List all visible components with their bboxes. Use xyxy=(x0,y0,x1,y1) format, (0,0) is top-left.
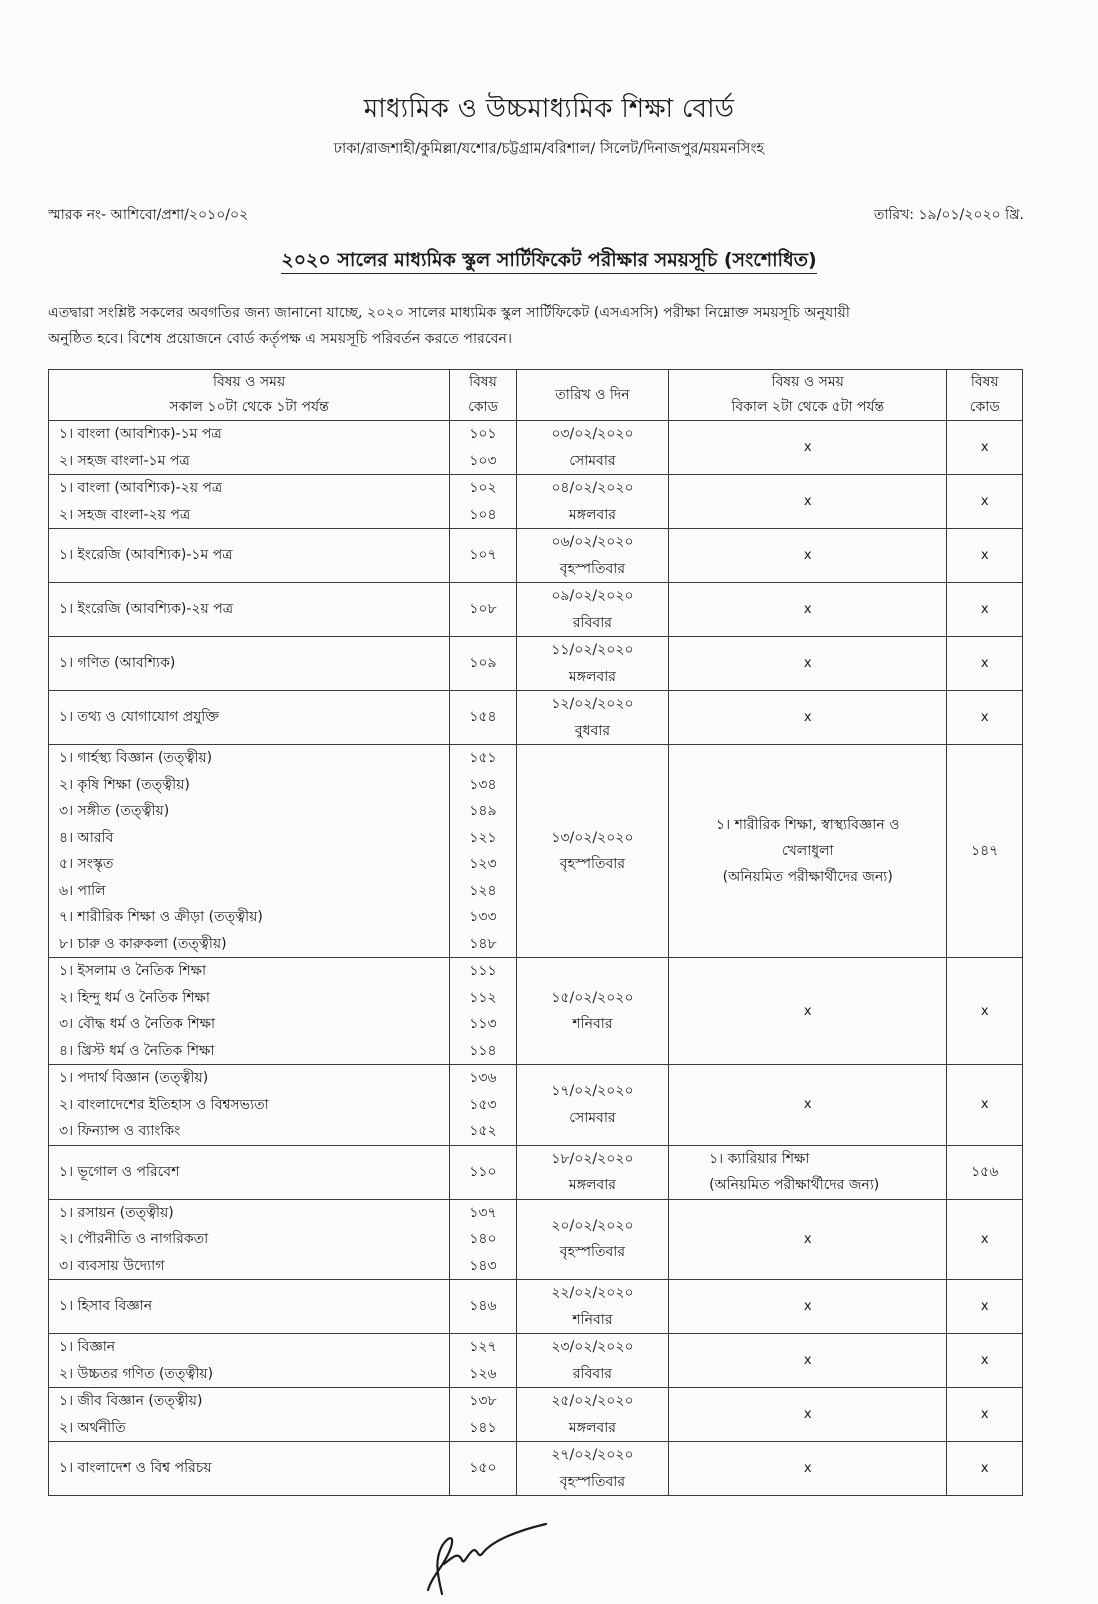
afternoon-subject-cell: x xyxy=(669,1442,947,1496)
subject-codes-cell xyxy=(450,1334,517,1388)
signature-icon xyxy=(420,1516,550,1604)
subject-code: ১৩৩ xyxy=(469,909,497,925)
exam-date: ০৬/০২/২০২০ xyxy=(551,534,634,550)
afternoon-code-cell: ১৪৭ xyxy=(947,745,1023,958)
subject-codes-cell xyxy=(450,475,517,529)
afternoon-subject-cell: x xyxy=(669,1280,947,1334)
subject-name: ১। গার্হস্থ্য বিজ্ঞান (তত্ত্বীয়) xyxy=(59,750,213,766)
afternoon-subject-cell: x xyxy=(669,1065,947,1146)
subject-code: ১০৯ xyxy=(469,655,497,672)
subject-code: ১১৩ xyxy=(469,1016,497,1032)
subject-code: ১৫৩ xyxy=(469,1096,497,1113)
afternoon-code-cell: x xyxy=(947,421,1023,475)
afternoon-code-cell: x xyxy=(947,1199,1023,1280)
morning-subjects-cell xyxy=(49,958,450,1065)
table-row xyxy=(49,1199,1023,1280)
subject-code: ১১৪ xyxy=(469,1042,497,1059)
afternoon-code-cell: x xyxy=(947,958,1023,1065)
exam-date: ১২/০২/২০২০ xyxy=(551,696,634,712)
exam-date: ১৭/০২/২০২০ xyxy=(551,1083,634,1100)
afternoon-subject-cell: x xyxy=(669,958,947,1065)
afternoon-code-cell: x xyxy=(947,637,1023,691)
date-day-cell xyxy=(516,1280,668,1334)
subject-codes-cell xyxy=(450,1065,517,1146)
subject-name: ৭। শারীরিক শিক্ষা ও ক্রীড়া (তত্ত্বীয়) xyxy=(59,909,263,925)
subject-codes-cell xyxy=(450,1280,517,1334)
afternoon-code-cell: x xyxy=(947,583,1023,637)
morning-subjects-cell xyxy=(49,637,450,691)
morning-subjects-cell xyxy=(49,1065,450,1146)
subject-codes-cell xyxy=(450,421,517,475)
exam-day: শনিবার xyxy=(572,1016,613,1032)
afternoon-subject-line: ১। ক্যারিয়ার শিক্ষা xyxy=(709,1151,810,1167)
subject-code: ১২৪ xyxy=(469,882,497,899)
date-day-cell xyxy=(516,637,668,691)
org-title: মাধ্যমিক ও উচ্চমাধ্যমিক শিক্ষা বোর্ড xyxy=(363,94,735,124)
exam-date: ২০/০২/২০২০ xyxy=(551,1217,634,1234)
exam-date: ০৪/০২/২০২০ xyxy=(551,480,634,496)
subject-codes-cell xyxy=(450,745,517,958)
header-code2-l1: বিষয় xyxy=(970,374,999,390)
subject-name: ৩। বৌদ্ধ ধর্ম ও নৈতিক শিক্ষা xyxy=(59,1016,216,1032)
afternoon-subject-cell: x xyxy=(669,1199,947,1280)
date-day-cell xyxy=(516,1388,668,1442)
exam-day: মঙ্গলবার xyxy=(568,1177,616,1193)
subject-code: ১৫২ xyxy=(469,1123,497,1139)
afternoon-code-cell: x xyxy=(947,1334,1023,1388)
document-title xyxy=(0,246,1098,278)
subject-codes-cell xyxy=(450,1388,517,1442)
subject-name: ১। ভূগোল ও পরিবেশ xyxy=(59,1163,180,1180)
subject-name: ১। জীব বিজ্ঞান (তত্ত্বীয়) xyxy=(59,1393,203,1409)
header-afternoon-subject xyxy=(669,370,947,421)
issue-date: তারিখ: ১৯/০১/২০২০ খ্রি. xyxy=(873,207,1024,223)
subject-name: ২। বাংলাদেশের ইতিহাস ও বিশ্বসভ্যতা xyxy=(59,1096,269,1113)
morning-subjects-cell xyxy=(49,421,450,475)
subject-name: ২। উচ্চতর গণিত (তত্ত্বীয়) xyxy=(59,1365,214,1382)
subject-code: ১২১ xyxy=(469,829,497,846)
subject-name: ৬। পালি xyxy=(59,882,106,899)
exam-day: বৃহস্পতিবার xyxy=(559,856,626,872)
exam-day: মঙ্গলবার xyxy=(568,668,616,685)
subject-code: ১০৮ xyxy=(469,601,497,618)
afternoon-subject-cell: x xyxy=(669,637,947,691)
subject-code: ১৩৭ xyxy=(469,1204,497,1221)
exam-day: বৃহস্পতিবার xyxy=(559,1473,626,1490)
afternoon-code-cell: x xyxy=(947,1280,1023,1334)
subject-code: ১৪৯ xyxy=(469,803,497,819)
exam-day: রবিবার xyxy=(572,1365,612,1382)
subject-name: ১। ইংরেজি (আবশ্যিক)-১ম পত্র xyxy=(59,547,233,564)
afternoon-subject-line: ১। শারীরিক শিক্ষা, স্বাস্থ্যবিজ্ঞান ও xyxy=(716,817,900,833)
exam-day: মঙ্গলবার xyxy=(568,506,616,523)
subject-name: ১। তথ্য ও যোগাযোগ প্রযুক্তি xyxy=(59,709,219,726)
morning-subjects-cell xyxy=(49,1442,450,1496)
header-code-l1: বিষয় xyxy=(469,374,497,390)
table-row xyxy=(49,421,1023,475)
subject-code: ১১১ xyxy=(469,963,497,979)
subject-code: ১৫১ xyxy=(469,750,497,766)
subject-code: ১৪৩ xyxy=(469,1257,497,1274)
subject-name: ২। কৃষি শিক্ষা (তত্ত্বীয়) xyxy=(59,776,190,793)
subject-name: ৩। সঙ্গীত (তত্ত্বীয়) xyxy=(59,803,170,819)
subject-code: ১০৪ xyxy=(469,506,497,523)
subject-code: ১০১ xyxy=(469,426,497,442)
morning-subjects-cell xyxy=(49,1388,450,1442)
subject-code: ১০৩ xyxy=(469,452,497,469)
intro-line-1: এতদ্বারা সংশ্লিষ্ট সকলের অবগতির জন্য জানানো যাচ্ছে, ২০২০ সালের মাধ্যমিক স্কুল সার্টিফিকেট (এসএসসি) পরীক্ষা নিম্নোক্ত সময়সূচি অনুযায়ী xyxy=(48,305,850,321)
exam-day: রবিবার xyxy=(572,614,612,631)
morning-subjects-cell xyxy=(49,475,450,529)
table-row xyxy=(49,1280,1023,1334)
subject-name: ১। বাংলা (আবশ্যিক)-২য় পত্র xyxy=(59,480,223,496)
subject-codes-cell xyxy=(450,1199,517,1280)
subject-name: ১। হিসাব বিজ্ঞান xyxy=(59,1298,153,1315)
afternoon-subject-cell: x xyxy=(669,475,947,529)
exam-date: ০৩/০২/২০২০ xyxy=(551,426,634,442)
subject-code: ১৪১ xyxy=(469,1419,497,1436)
subject-name: ১। পদার্থ বিজ্ঞান (তত্ত্বীয়) xyxy=(59,1070,209,1086)
subject-name: ৩। ফিন্যান্স ও ব্যাংকিং xyxy=(59,1123,181,1139)
morning-subjects-cell xyxy=(49,529,450,583)
date-day-cell xyxy=(516,1145,668,1199)
subject-code: ১১২ xyxy=(469,989,497,1006)
table-row xyxy=(49,691,1023,745)
table-row xyxy=(49,745,1023,958)
subject-code: ১৪৮ xyxy=(469,935,497,952)
header-afternoon-l2: বিকাল ২টা থেকে ৫টা পর্যন্ত xyxy=(731,399,885,415)
exam-date: ০৯/০২/২০২০ xyxy=(551,588,634,604)
exam-day: বৃহস্পতিবার xyxy=(559,560,626,577)
afternoon-code-cell: x xyxy=(947,475,1023,529)
subject-code: ১৩৮ xyxy=(469,1393,497,1409)
exam-day: মঙ্গলবার xyxy=(568,1419,616,1436)
subject-name: ২। সহজ বাংলা-১ম পত্র xyxy=(59,452,190,469)
exam-day: বুধবার xyxy=(574,722,611,739)
subject-code: ১২৬ xyxy=(469,1365,497,1382)
afternoon-code-cell: x xyxy=(947,529,1023,583)
subject-code: ১৫০ xyxy=(469,1460,497,1477)
subject-codes-cell xyxy=(450,1442,517,1496)
afternoon-code-cell: x xyxy=(947,691,1023,745)
header-afternoon-l1: বিষয় ও সময় xyxy=(771,374,844,390)
afternoon-subject-cell: x xyxy=(669,1388,947,1442)
date-day-cell xyxy=(516,1334,668,1388)
subject-name: ১। বাংলাদেশ ও বিশ্ব পরিচয় xyxy=(59,1460,212,1477)
exam-date: ২৭/০২/২০২০ xyxy=(551,1447,634,1463)
subject-name: ১। বাংলা (আবশ্যিক)-১ম পত্র xyxy=(59,426,222,442)
afternoon-subject-cell: x xyxy=(669,529,947,583)
table-row xyxy=(49,1388,1023,1442)
subject-code: ১২৭ xyxy=(469,1339,497,1355)
subject-name: ১। বিজ্ঞান xyxy=(59,1339,116,1355)
afternoon-subject-cell xyxy=(669,745,947,958)
exam-date: ১৮/০২/২০২০ xyxy=(551,1150,634,1167)
subject-code: ১১০ xyxy=(469,1163,497,1180)
exam-day: সোমবার xyxy=(569,1109,616,1126)
subject-code: ১০২ xyxy=(469,480,497,496)
exam-date: ২৫/০২/২০২০ xyxy=(551,1393,634,1409)
table-body xyxy=(49,421,1023,1496)
subject-code: ১৫৪ xyxy=(469,709,497,726)
table-row xyxy=(49,529,1023,583)
afternoon-subject-line: (অনিয়মিত পরীক্ষার্থীদের জন্য) xyxy=(709,1177,880,1193)
afternoon-code-cell: ১৫৬ xyxy=(947,1145,1023,1199)
date-day-cell xyxy=(516,745,668,958)
exam-date: ২২/০২/২০২০ xyxy=(551,1285,634,1301)
subject-code: ১২৩ xyxy=(469,856,497,872)
morning-subjects-cell xyxy=(49,1334,450,1388)
date-day-cell xyxy=(516,1442,668,1496)
table-row xyxy=(49,1442,1023,1496)
table-header-row xyxy=(49,370,1023,421)
table-row xyxy=(49,958,1023,1065)
subject-codes-cell xyxy=(450,583,517,637)
afternoon-subject-cell: x xyxy=(669,583,947,637)
exam-date: ১১/০২/২০২০ xyxy=(551,642,634,658)
subject-name: ১। ইংরেজি (আবশ্যিক)-২য় পত্র xyxy=(59,601,233,618)
boards-list: ঢাকা/রাজশাহী/কুমিল্লা/যশোর/চট্টগ্রাম/বরিশাল/ সিলেট/দিনাজপুর/ময়মনসিংহ xyxy=(333,141,765,157)
exam-date: ২৩/০২/২০২০ xyxy=(551,1339,634,1355)
date-day-cell xyxy=(516,421,668,475)
subject-name: ২। পৌরনীতি ও নাগরিকতা xyxy=(59,1231,209,1247)
afternoon-subject-line: খেলাধুলা xyxy=(781,843,834,859)
morning-subjects-cell xyxy=(49,745,450,958)
exam-date: ১৫/০২/২০২০ xyxy=(551,989,634,1006)
memo-number: স্মারক নং- আশিবো/প্রশা/২০১০/০২ xyxy=(48,207,249,223)
exam-day: শনিবার xyxy=(572,1311,613,1328)
subject-name: ৪। খ্রিস্ট ধর্ম ও নৈতিক শিক্ষা xyxy=(59,1042,215,1059)
subject-code: ১৪০ xyxy=(469,1231,497,1247)
subject-name: ৫। সংস্কৃত xyxy=(59,856,114,872)
header-date-day: তারিখ ও দিন xyxy=(516,370,668,421)
subject-codes-cell xyxy=(450,637,517,691)
header-morning-subject xyxy=(49,370,450,421)
exam-date: ১৩/০২/২০২০ xyxy=(551,829,634,846)
subject-codes-cell xyxy=(450,529,517,583)
subject-name: ৩। ব্যবসায় উদ্যোগ xyxy=(59,1257,165,1274)
header-morning-l1: বিষয় ও সময় xyxy=(212,374,286,390)
header-code-2 xyxy=(947,370,1023,421)
subject-name: ২। সহজ বাংলা-২য় পত্র xyxy=(59,506,191,523)
subject-name: ১। ইসলাম ও নৈতিক শিক্ষা xyxy=(59,963,207,979)
header-code-l2: কোড xyxy=(468,399,498,415)
table-row xyxy=(49,583,1023,637)
afternoon-subject-line: (অনিয়মিত পরীক্ষার্থীদের জন্য) xyxy=(722,869,893,885)
morning-subjects-cell xyxy=(49,1280,450,1334)
date-day-cell xyxy=(516,1065,668,1146)
table-row xyxy=(49,637,1023,691)
subject-name: ১। গণিত (আবশ্যিক) xyxy=(59,655,176,672)
morning-subjects-cell xyxy=(49,583,450,637)
afternoon-subject-cell: x xyxy=(669,1334,947,1388)
subject-code: ১৪৬ xyxy=(469,1298,497,1315)
subject-code: ১৩৪ xyxy=(469,776,497,793)
date-day-cell xyxy=(516,475,668,529)
subject-codes-cell xyxy=(450,958,517,1065)
date-day-cell xyxy=(516,958,668,1065)
subject-name: ২। অর্থনীতি xyxy=(59,1419,126,1436)
header-morning-l2: সকাল ১০টা থেকে ১টা পর্যন্ত xyxy=(169,399,329,415)
document-title-text: ২০২০ সালের মাধ্যমিক স্কুল সার্টিফিকেট পরীক্ষার সময়সূচি (সংশোধিত) xyxy=(281,249,816,274)
header-code xyxy=(450,370,517,421)
exam-day: বৃহস্পতিবার xyxy=(559,1244,626,1261)
header-code2-l2: কোড xyxy=(969,399,1000,415)
table-row xyxy=(49,1145,1023,1199)
date-day-cell xyxy=(516,1199,668,1280)
morning-subjects-cell xyxy=(49,1199,450,1280)
intro-line-2: অনুষ্ঠিত হবে। বিশেষ প্রয়োজনে বোর্ড কর্তৃপক্ষ এ সময়সূচি পরিবর্তন করতে পারবেন। xyxy=(48,331,513,347)
subject-codes-cell xyxy=(450,691,517,745)
afternoon-subject-cell: x xyxy=(669,421,947,475)
subject-name: ১। রসায়ন (তত্ত্বীয়) xyxy=(59,1204,174,1221)
morning-subjects-cell xyxy=(49,691,450,745)
exam-schedule-table xyxy=(48,369,1023,1496)
afternoon-code-cell: x xyxy=(947,1065,1023,1146)
date-day-cell xyxy=(516,529,668,583)
table-row xyxy=(49,475,1023,529)
afternoon-code-cell: x xyxy=(947,1442,1023,1496)
table-row xyxy=(49,1334,1023,1388)
subject-code: ১৩৬ xyxy=(469,1070,497,1086)
date-day-cell xyxy=(516,583,668,637)
date-day-cell xyxy=(516,691,668,745)
subject-name: ৪। আরবি xyxy=(59,829,114,846)
morning-subjects-cell xyxy=(49,1145,450,1199)
afternoon-subject-cell xyxy=(669,1145,947,1199)
subject-name: ৮। চারু ও কারুকলা (তত্ত্বীয়) xyxy=(59,935,227,952)
table-row xyxy=(49,1065,1023,1146)
subject-codes-cell xyxy=(450,1145,517,1199)
subject-name: ২। হিন্দু ধর্ম ও নৈতিক শিক্ষা xyxy=(59,989,210,1006)
intro-paragraph xyxy=(48,300,1038,352)
exam-day: সোমবার xyxy=(569,452,616,469)
afternoon-code-cell: x xyxy=(947,1388,1023,1442)
afternoon-subject-cell: x xyxy=(669,691,947,745)
subject-code: ১০৭ xyxy=(469,547,497,564)
